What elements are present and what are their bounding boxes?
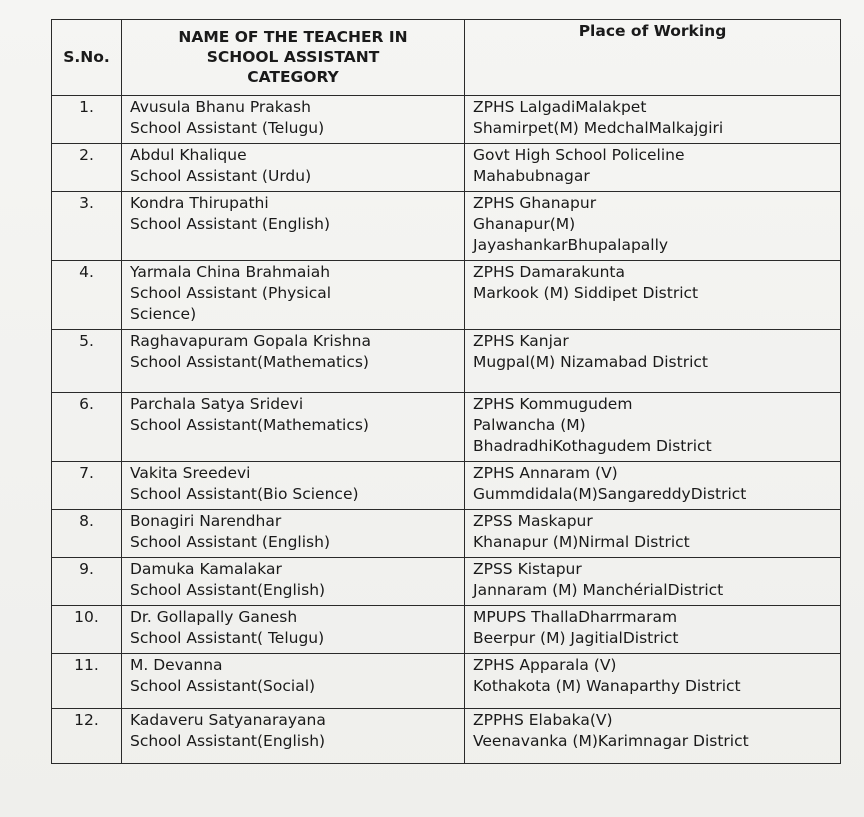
place-line: Shamirpet(M) MedchalMalkajgiri (473, 119, 724, 137)
teacher-name-line: Abdul Khalique (130, 146, 247, 164)
serial-number: 11. (52, 654, 122, 709)
place-line: Ghanapur(M) (473, 215, 576, 233)
place-line: Mugpal(M) Nizamabad District (473, 353, 708, 371)
table-row (52, 462, 841, 510)
teacher-name-cell (122, 261, 465, 330)
teacher-name-line: Parchala Satya Sridevi (130, 395, 304, 413)
teacher-name-cell (122, 558, 465, 606)
teacher-name-line: Avusula Bhanu Prakash (130, 98, 311, 116)
teacher-name-line: Kadaveru Satyanarayana (130, 711, 326, 729)
table-header-row (52, 20, 841, 96)
teacher-name-line: Bonagiri Narendhar (130, 512, 282, 530)
teacher-name-cell (122, 510, 465, 558)
teacher-name-line: School Assistant (Urdu) (130, 167, 312, 185)
teacher-name-line: Kondra Thirupathi (130, 194, 269, 212)
place-line: Veenavanka (M)Karimnagar District (473, 732, 749, 750)
header-sno: S.No. (52, 20, 122, 96)
serial-number: 3. (52, 192, 122, 261)
place-of-working-cell (465, 510, 841, 558)
teacher-name-line: School Assistant(English) (130, 581, 326, 599)
teacher-name-cell (122, 462, 465, 510)
teacher-name-line: School Assistant (Telugu) (130, 119, 325, 137)
serial-number: 10. (52, 606, 122, 654)
place-line: Markook (M) Siddipet District (473, 284, 699, 302)
place-line: Govt High School Policeline (473, 146, 685, 164)
teacher-name-line: School Assistant(Social) (130, 677, 316, 695)
place-of-working-cell (465, 96, 841, 144)
teacher-name-line: School Assistant( Telugu) (130, 629, 325, 647)
teacher-name-cell (122, 144, 465, 192)
teacher-name-line: M. Devanna (130, 656, 223, 674)
place-line: ZPHS LalgadiMalakpet (473, 98, 647, 116)
teacher-name-cell (122, 654, 465, 709)
table-row (52, 330, 841, 393)
teacher-name-cell (122, 330, 465, 393)
header-place: Place of Working (465, 20, 841, 96)
teachers-table (51, 19, 841, 764)
header-name-line: SCHOOL ASSISTANT (206, 48, 380, 66)
serial-number: 4. (52, 261, 122, 330)
place-line: ZPSS Maskapur (473, 512, 593, 530)
place-of-working-cell (465, 462, 841, 510)
teacher-name-line: Raghavapuram Gopala Krishna (130, 332, 371, 350)
teacher-name-cell (122, 192, 465, 261)
header-name-line: NAME OF THE TEACHER IN (178, 28, 408, 46)
place-line: MPUPS ThallaDharrmaram (473, 608, 678, 626)
place-line: JayashankarBhupalapally (473, 236, 669, 254)
teacher-name-line: School Assistant (Physical (130, 284, 332, 302)
teacher-name-line: School Assistant(Mathematics) (130, 353, 369, 371)
teacher-name-line: Science) (130, 305, 197, 323)
place-line: ZPHS Apparala (V) (473, 656, 617, 674)
serial-number: 8. (52, 510, 122, 558)
serial-number: 5. (52, 330, 122, 393)
place-line: Kothakota (M) Wanaparthy District (473, 677, 741, 695)
teacher-name-line: Dr. Gollapally Ganesh (130, 608, 298, 626)
table-row (52, 510, 841, 558)
table-row (52, 558, 841, 606)
serial-number: 7. (52, 462, 122, 510)
serial-number: 1. (52, 96, 122, 144)
teacher-name-cell (122, 606, 465, 654)
place-line: ZPHS Annaram (V) (473, 464, 618, 482)
place-of-working-cell (465, 261, 841, 330)
place-of-working-cell (465, 654, 841, 709)
place-of-working-cell (465, 558, 841, 606)
teacher-name-line: Yarmala China Brahmaiah (130, 263, 331, 281)
place-line: ZPPHS Elabaka(V) (473, 711, 613, 729)
table-body (52, 96, 841, 764)
teacher-name-line: School Assistant(English) (130, 732, 326, 750)
teacher-name-cell (122, 393, 465, 462)
table-row (52, 393, 841, 462)
serial-number: 2. (52, 144, 122, 192)
teacher-name-cell (122, 709, 465, 764)
place-of-working-cell (465, 192, 841, 261)
serial-number: 12. (52, 709, 122, 764)
serial-number: 6. (52, 393, 122, 462)
place-line: Jannaram (M) ManchérialDistrict (473, 581, 724, 599)
place-line: ZPHS Kanjar (473, 332, 569, 350)
teacher-name-line: Damuka Kamalakar (130, 560, 282, 578)
header-name (122, 20, 465, 96)
place-line: Khanapur (M)Nirmal District (473, 533, 690, 551)
table-row (52, 709, 841, 764)
place-line: ZPHS Ghanapur (473, 194, 597, 212)
table-row (52, 606, 841, 654)
table-row (52, 144, 841, 192)
place-line: ZPHS Damarakunta (473, 263, 626, 281)
table-row (52, 96, 841, 144)
teacher-name-line: School Assistant (English) (130, 533, 330, 551)
place-line: Palwancha (M) (473, 416, 586, 434)
place-of-working-cell (465, 393, 841, 462)
serial-number: 9. (52, 558, 122, 606)
teacher-name-line: School Assistant(Bio Science) (130, 485, 359, 503)
teacher-name-cell (122, 96, 465, 144)
table-row (52, 192, 841, 261)
place-of-working-cell (465, 606, 841, 654)
place-line: ZPSS Kistapur (473, 560, 582, 578)
table-row (52, 261, 841, 330)
place-line: Beerpur (M) JagitialDistrict (473, 629, 679, 647)
teacher-name-line: Vakita Sreedevi (130, 464, 251, 482)
place-line: Mahabubnagar (473, 167, 590, 185)
place-line: BhadradhiKothagudem District (473, 437, 712, 455)
teacher-name-line: School Assistant (English) (130, 215, 330, 233)
teacher-name-line: School Assistant(Mathematics) (130, 416, 369, 434)
table-row (52, 654, 841, 709)
place-of-working-cell (465, 709, 841, 764)
header-name-line: CATEGORY (247, 68, 339, 86)
place-line: Gummdidala(M)SangareddyDistrict (473, 485, 747, 503)
place-of-working-cell (465, 330, 841, 393)
place-line: ZPHS Kommugudem (473, 395, 633, 413)
place-of-working-cell (465, 144, 841, 192)
